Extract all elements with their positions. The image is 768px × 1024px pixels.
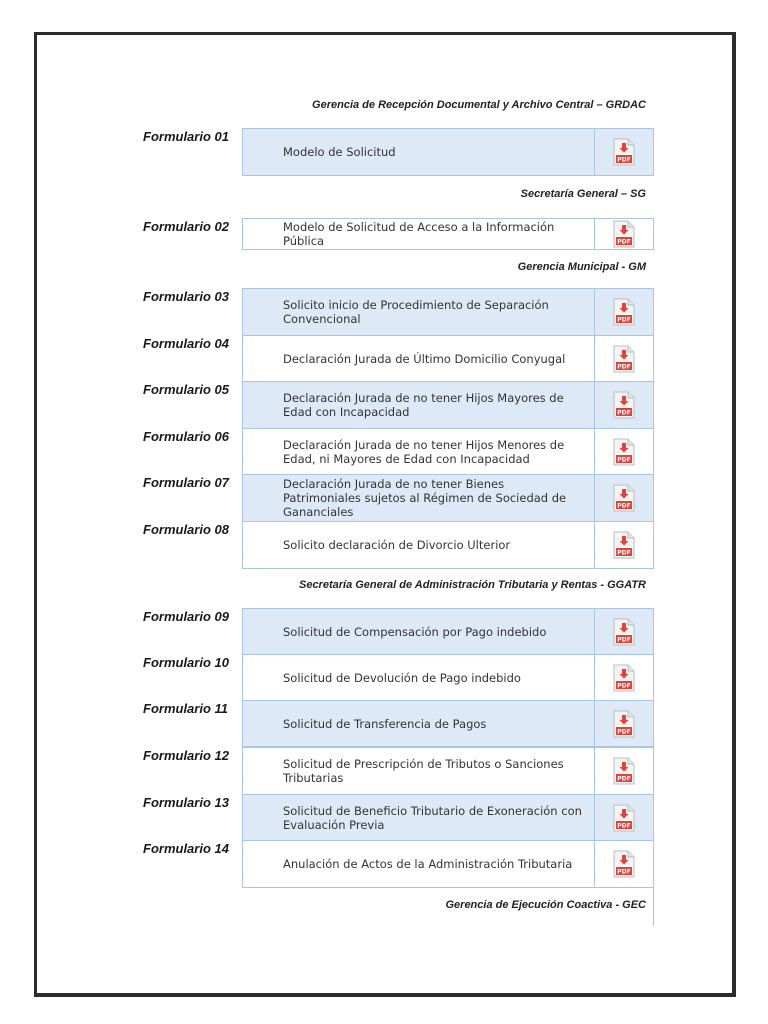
- form-label: Formulario 08: [143, 522, 229, 537]
- pdf-download-button[interactable]: [595, 336, 653, 381]
- table-row: [242, 794, 654, 841]
- pdf-download-button[interactable]: [595, 129, 653, 175]
- pdf-download-button[interactable]: [595, 748, 653, 794]
- pdf-download-button[interactable]: [595, 655, 653, 700]
- pdf-download-icon[interactable]: [613, 220, 635, 248]
- table-row: [242, 128, 654, 176]
- svg-text:PDF: PDF: [617, 363, 631, 371]
- svg-text:PDF: PDF: [617, 682, 631, 690]
- form-label: Formulario 12: [143, 748, 229, 763]
- pdf-download-button[interactable]: [595, 219, 653, 249]
- table-row: [242, 428, 654, 475]
- pdf-download-icon[interactable]: [613, 138, 635, 166]
- pdf-download-button[interactable]: [595, 289, 653, 335]
- form-description: Modelo de Solicitud: [243, 129, 595, 175]
- form-label: Formulario 05: [143, 382, 229, 397]
- table-row: [242, 521, 654, 569]
- svg-text:PDF: PDF: [617, 868, 631, 876]
- table-row: [242, 608, 654, 655]
- pdf-download-button[interactable]: [595, 475, 653, 521]
- table-row: [242, 654, 654, 701]
- pdf-download-icon[interactable]: [613, 664, 635, 692]
- pdf-download-button[interactable]: [595, 429, 653, 474]
- table-edge: [653, 888, 654, 926]
- pdf-download-button[interactable]: [595, 382, 653, 428]
- svg-text:PDF: PDF: [617, 456, 631, 464]
- pdf-download-icon[interactable]: [613, 345, 635, 373]
- form-label: Formulario 10: [143, 655, 229, 670]
- section-title: Gerencia de Recepción Documental y Archivo Central – GRDAC: [312, 99, 646, 111]
- svg-text:PDF: PDF: [617, 549, 631, 557]
- form-description: Declaración Jurada de no tener Bienes Patrimoniales sujetos al Régimen de Sociedad de Gananciales: [243, 475, 595, 521]
- pdf-download-button[interactable]: [595, 609, 653, 654]
- svg-text:PDF: PDF: [617, 502, 631, 510]
- form-description: Anulación de Actos de la Administración Tributaria: [243, 841, 595, 887]
- table-row: [242, 840, 654, 888]
- pdf-download-icon[interactable]: [613, 618, 635, 646]
- section-title: Secretaría General de Administración Tributaria y Rentas - GGATR: [298, 579, 646, 591]
- form-description: Modelo de Solicitud de Acceso a la Información Pública: [243, 219, 595, 249]
- svg-text:PDF: PDF: [617, 728, 631, 736]
- section-title: Gerencia de Ejecución Coactiva - GEC: [445, 899, 646, 911]
- svg-text:PDF: PDF: [617, 636, 631, 644]
- svg-text:PDF: PDF: [617, 822, 631, 830]
- pdf-download-icon[interactable]: [613, 438, 635, 466]
- form-description: Solicitud de Beneficio Tributario de Exoneración con Evaluación Previa: [243, 795, 595, 840]
- table-row: [242, 335, 654, 382]
- form-label: Formulario 11: [143, 701, 229, 716]
- form-label: Formulario 13: [143, 795, 229, 810]
- pdf-download-icon[interactable]: [613, 804, 635, 832]
- form-label: Formulario 07: [143, 475, 229, 490]
- svg-text:PDF: PDF: [617, 238, 631, 246]
- section-title: Secretaría General – SG: [520, 188, 646, 200]
- pdf-download-icon[interactable]: [613, 710, 635, 738]
- form-label: Formulario 03: [143, 289, 229, 304]
- table-row: [242, 747, 654, 795]
- form-label: Formulario 02: [143, 219, 229, 234]
- pdf-download-icon[interactable]: [613, 531, 635, 559]
- form-description: Declaración Jurada de no tener Hijos Menores de Edad, ni Mayores de Edad con Incapacidad: [243, 429, 595, 474]
- section-title: Gerencia Municipal - GM: [517, 261, 646, 273]
- pdf-download-icon[interactable]: [613, 484, 635, 512]
- pdf-download-icon[interactable]: [613, 757, 635, 785]
- pdf-download-icon[interactable]: [613, 298, 635, 326]
- table-row: [242, 381, 654, 429]
- table-row: [242, 700, 654, 747]
- table-row: [242, 288, 654, 336]
- pdf-download-icon[interactable]: [613, 391, 635, 419]
- pdf-download-button[interactable]: [595, 701, 653, 746]
- pdf-download-button[interactable]: [595, 841, 653, 887]
- table-row: [242, 474, 654, 522]
- form-label: Formulario 01: [143, 129, 229, 144]
- form-label: Formulario 06: [143, 429, 229, 444]
- form-label: Formulario 14: [143, 841, 229, 856]
- form-label: Formulario 09: [143, 609, 229, 624]
- pdf-download-button[interactable]: [595, 795, 653, 840]
- svg-text:PDF: PDF: [617, 409, 631, 417]
- form-description: Solicitud de Prescripción de Tributos o Sanciones Tributarias: [243, 748, 595, 794]
- form-description: Solicito declaración de Divorcio Ulterior: [243, 522, 595, 568]
- form-description: Solicitud de Transferencia de Pagos: [243, 701, 595, 746]
- form-description: Declaración Jurada de Último Domicilio Conyugal: [243, 336, 595, 381]
- form-label: Formulario 04: [143, 336, 229, 351]
- form-description: Solicitud de Compensación por Pago indebido: [243, 609, 595, 654]
- form-description: Declaración Jurada de no tener Hijos Mayores de Edad con Incapacidad: [243, 382, 595, 428]
- svg-text:PDF: PDF: [617, 775, 631, 783]
- svg-text:PDF: PDF: [617, 156, 631, 164]
- pdf-download-icon[interactable]: [613, 850, 635, 878]
- svg-text:PDF: PDF: [617, 316, 631, 324]
- form-description: Solicitud de Devolución de Pago indebido: [243, 655, 595, 700]
- form-description: Solicito inicio de Procedimiento de Separación Convencional: [243, 289, 595, 335]
- pdf-download-button[interactable]: [595, 522, 653, 568]
- table-row: [242, 218, 654, 250]
